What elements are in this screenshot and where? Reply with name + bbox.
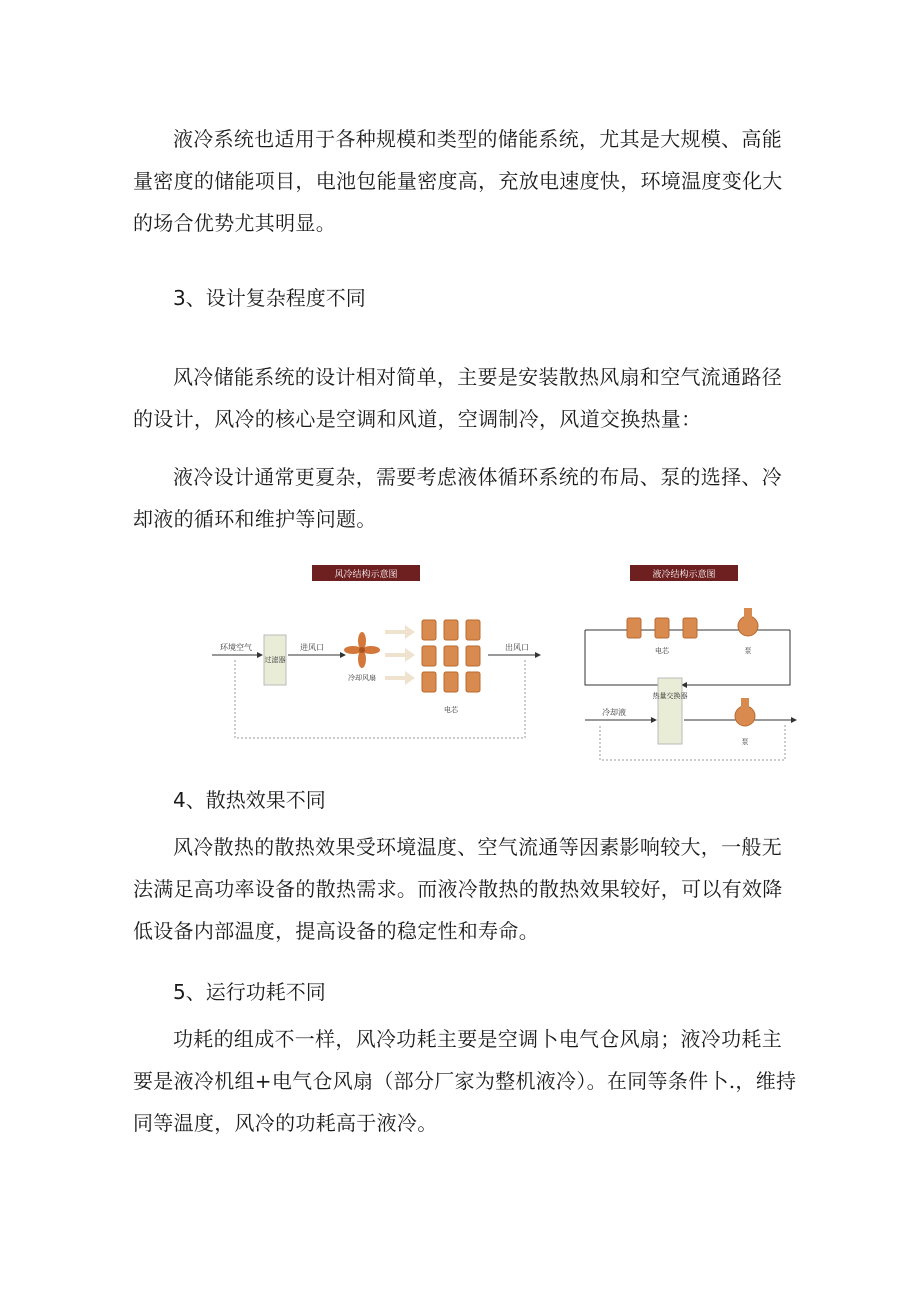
filter-label: 过滤器 xyxy=(264,656,286,664)
heading-power-consumption: 5、运行功耗不同 xyxy=(173,980,326,1004)
heat-exchanger-label: 热量交换器 xyxy=(652,692,688,700)
air-cooling-title: 风冷结构示意图 xyxy=(334,570,398,580)
pump2-label: 泵 xyxy=(741,738,749,746)
outlet-label: 出风口 xyxy=(505,643,529,652)
pump-icon xyxy=(735,698,755,726)
paragraph-liquid-applicability: 液冷系统也适用于各种规模和类型的储能系统，尤其是大规模、高能量密度的储能项目，电池包能量密度高，充放电速度快，环境温度变化大的场合优势尤其明显。 xyxy=(133,127,783,235)
liquid-cooling-title-badge xyxy=(630,565,738,581)
pump-icon xyxy=(738,608,758,636)
air-battery-cells xyxy=(422,620,480,692)
fan-label: 冷却风扇 xyxy=(348,674,376,682)
air-cooling-title-badge xyxy=(312,565,420,581)
paragraph-air-design: 风冷储能系统的设计相对简单，主要是安装散热风扇和空气流通路径的设计，风冷的核心是空调和风道，空调制冷，风道交换热量： xyxy=(133,365,782,431)
liquid-cooling-title: 液冷结构示意图 xyxy=(652,570,716,580)
heading-design-complexity: 3、设计复杂程度不同 xyxy=(173,286,366,310)
filter-box xyxy=(264,635,286,685)
cooling-structure-diagram xyxy=(200,560,800,770)
paragraph-power-consumption: 功耗的组成不一样，风冷功耗主要是空调卜电气仓风扇；液冷功耗主要是液冷机组+电气仓风扇（部分厂家为整机液冷）。在同等条件卜.，维持同等温度，风冷的功耗高于液冷。 xyxy=(133,1027,797,1135)
pump1-label: 泵 xyxy=(744,647,752,655)
airflow-arrows xyxy=(385,625,415,685)
liquid-battery-cells xyxy=(627,618,697,638)
heat-exchanger-box xyxy=(653,678,688,744)
fan-icon xyxy=(344,632,380,668)
ambient-air-label: 环境空气 xyxy=(220,643,252,652)
air-battery-label: 电芯 xyxy=(444,706,458,714)
paragraph-cooling-effect: 风冷散热的散热效果受环境温度、空气流通等因素影响较大，一般无法满足高功率设备的散热需求。而液冷散热的散热效果较好，可以有效降低设备内部温度，提高设备的稳定性和寿命。 xyxy=(133,835,783,943)
inlet-label: 进风口 xyxy=(300,643,324,652)
coolant-label: 冷却液 xyxy=(602,708,626,717)
paragraph-liquid-design: 液冷设计通常更夏杂，需要考虑液体循环系统的布局、泵的选择、冷却液的循环和维护等问题。 xyxy=(133,465,782,531)
liquid-battery-label: 电芯 xyxy=(655,647,669,655)
heading-cooling-effect: 4、散热效果不同 xyxy=(173,788,326,812)
